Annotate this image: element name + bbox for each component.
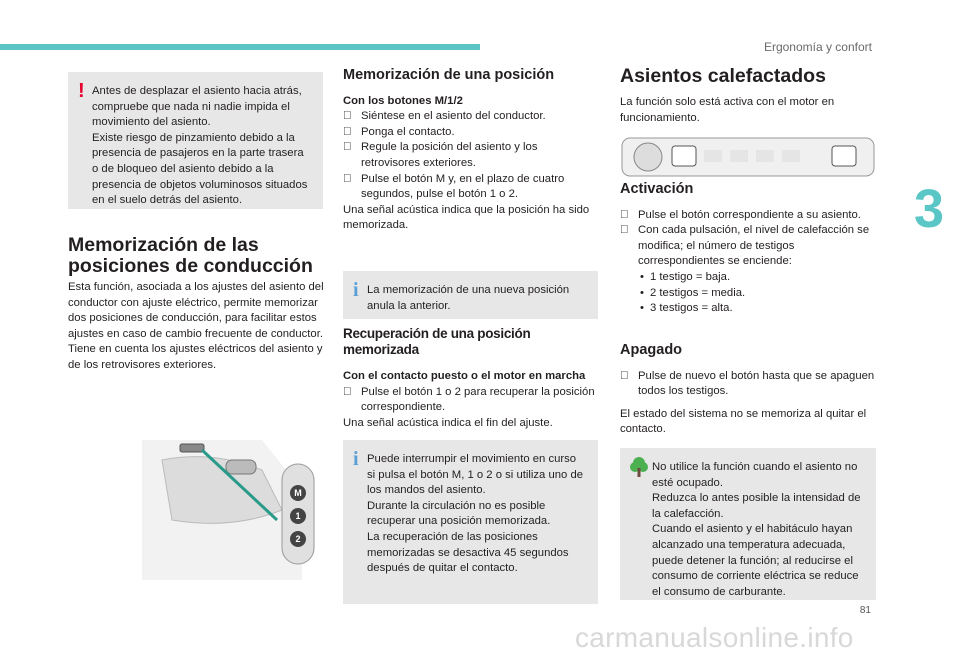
subheading: Con el contacto puesto o el motor en marcha	[343, 370, 586, 383]
info-text: Puede interrumpir el movimiento en curso si pulsa el botón M, 1 o 2 o si utiliza uno de los mandos del asiento.	[367, 453, 584, 497]
warning-icon: !	[78, 80, 85, 102]
info-text: La memorización de una nueva posición anula la anterior.	[367, 284, 570, 312]
activation-section	[620, 182, 876, 317]
chapter-number: 3	[913, 179, 944, 239]
paragraph: Tiene en cuenta los ajustes eléctricos del asiento y de los retrovisores exteriores.	[68, 343, 323, 371]
step: Siéntese en el asiento del conductor.	[361, 110, 546, 123]
paragraph: La función solo está activa con el motor en funcionamiento.	[620, 96, 835, 124]
heated-seats-section	[620, 66, 876, 126]
eco-box	[620, 448, 876, 600]
paragraph: Esta función, asociada a los ajustes del asiento del conductor con ajuste eléctrico, permite memorizar dos posiciones de conducción, para facilitar estos ajustes en caso de cambio frecuente de conductor.	[68, 281, 324, 340]
section-heading: Memorización de una posición	[343, 67, 555, 83]
section-heading: Memorización de las posiciones de conducción	[68, 234, 313, 277]
info-icon: i	[353, 279, 359, 301]
step: Pulse el botón 1 o 2 para recuperar la posición correspondiente.	[361, 385, 595, 414]
step: Ponga el contacto.	[361, 125, 455, 138]
section-heading: Recuperación de una posición memorizada	[343, 326, 531, 357]
paragraph: Una señal acústica indica que la posición ha sido memorizada.	[343, 203, 590, 232]
paragraph: El estado del sistema no se memoriza al quitar el contacto.	[620, 407, 867, 436]
subheading: Con los botones M/1/2	[343, 94, 463, 107]
heated-seat-panel-illustration	[620, 134, 876, 180]
info-text: La recuperación de las posiciones memorizadas se desactiva 45 segundos después de quitar el contacto.	[367, 530, 569, 575]
info-box	[343, 440, 598, 604]
watermark: carmanualsonline.info	[575, 622, 854, 649]
info-text: Durante la circulación no es posible recuperar una posición memorizada.	[367, 499, 551, 528]
eco-tree-icon	[630, 456, 648, 481]
section-title: Ergonomía y confort	[763, 40, 872, 54]
section-heading: Apagado	[620, 342, 683, 358]
step: Pulse el botón M y, en el plazo de cuatro segundos, pulse el botón 1 o 2.	[361, 172, 565, 201]
level-item: • 3 testigos = alta.	[620, 301, 876, 317]
seat-controls-illustration	[142, 400, 322, 580]
eco-text: Cuando el asiento y el habitáculo hayan alcanzado una temperatura adecuada, puede detener la función; al reducirse el consumo de corriente eléctrica se reduce el consumo de carburante.	[652, 523, 859, 598]
eco-text: Reduzca lo antes posible la intensidad de la calefacción.	[652, 492, 861, 520]
heated-seat-panel	[620, 134, 876, 180]
level-item: • 1 testigo = baja.	[620, 270, 876, 286]
header-accent-bar	[0, 44, 480, 50]
page-number: 81	[859, 605, 871, 616]
info-icon: i	[353, 448, 359, 470]
paragraph: Una señal acústica indica el fin del ajuste.	[343, 416, 553, 429]
memory-button-m: M	[290, 485, 306, 501]
warning-text-1: Antes de desplazar el asiento hacia atrás, compruebe que nada ni nadie impida el movimiento del asiento.	[92, 85, 302, 129]
section-heading: Asientos calefactados	[620, 65, 826, 87]
memory-positions-section	[68, 235, 325, 374]
level-item: • 2 testigos = media.	[620, 286, 876, 302]
info-box	[343, 271, 598, 319]
eco-text: No utilice la función cuando el asiento no esté ocupado.	[652, 461, 858, 489]
step: Regule la posición del asiento y los retrovisores exteriores.	[361, 141, 538, 169]
warning-text-2: Existe riesgo de pinzamiento debido a la presencia de pasajeros en la parte trasera o de bloqueo del asiento debido a la presencia de objetos voluminosos situados en el suelo detrás del asiento.	[92, 131, 308, 207]
warning-box	[68, 72, 323, 209]
step: Pulse el botón correspondiente a su asiento.	[638, 208, 861, 221]
step: Pulse de nuevo el botón hasta que se apaguen todos los testigos.	[638, 369, 875, 398]
memorize-position-section	[343, 68, 598, 234]
memory-button-2: 2	[290, 531, 306, 547]
memory-button-1: 1	[290, 508, 306, 524]
recall-section	[343, 326, 598, 432]
step: Con cada pulsación, el nivel de calefacción se modifica; el número de testigos correspondientes se enciende:	[638, 224, 870, 268]
section-heading: Activación	[620, 181, 694, 197]
off-section	[620, 343, 876, 438]
